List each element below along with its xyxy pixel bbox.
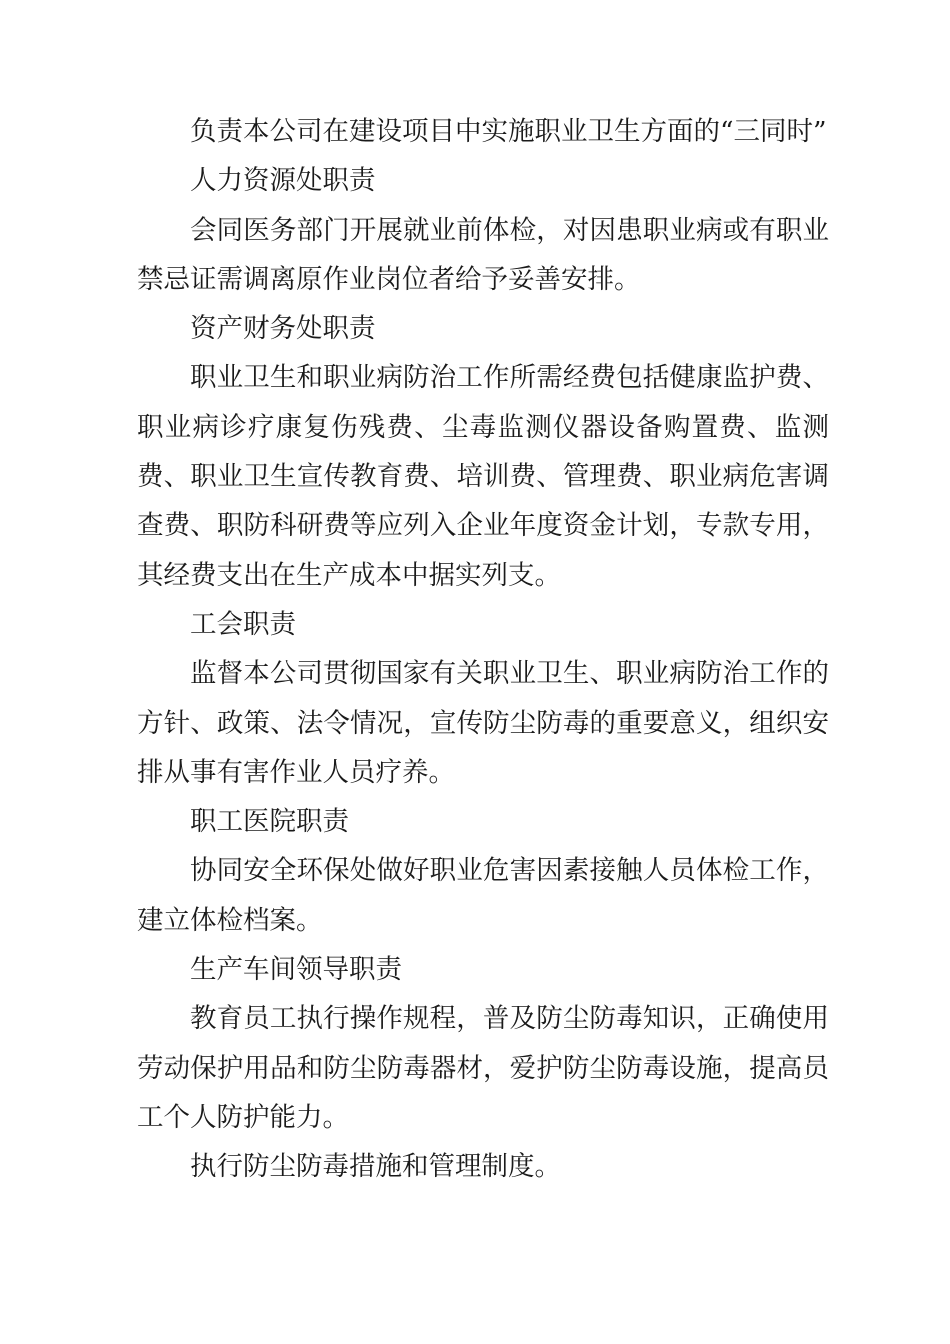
heading-finance-duties: 资产财务处职责 <box>190 313 376 345</box>
heading-union-duties: 工会职责 <box>190 608 296 640</box>
paragraph-execute-measures: 执行防尘防毒措施和管理制度。 <box>190 1151 561 1183</box>
paragraph-san-tong-shi: 负责本公司在建设项目中实施职业卫生方面的“三同时” <box>190 116 827 147</box>
paragraph-union-duties: 监督本公司贯彻国家有关职业卫生、职业病防治工作的方针、政策、法令情况，宣传防尘防毒的重要意义，组织安排从事有害作业人员疗养。 <box>137 658 829 788</box>
paragraph-hr-duties: 会同医务部门开展就业前体检，对因患职业病或有职业禁忌证需调离原作业岗位者给予妥善安排。 <box>137 214 829 295</box>
paragraph-hospital-duties: 协同安全环保处做好职业危害因素接触人员体检工作，建立体检档案。 <box>137 855 829 936</box>
heading-hospital-duties: 职工医院职责 <box>190 806 349 838</box>
paragraph-finance-duties: 职业卫生和职业病防治工作所需经费包括健康监护费、职业病诊疗康复伤残费、尘毒监测仪器设备购置费、监测费、职业卫生宣传教育费、培训费、管理费、职业病危害调查费、职防科研费等应列入企业年度资金计划，专款专用，其经费支出在生产成本中据实列支。 <box>137 362 829 591</box>
paragraph-workshop-leader-duties: 教育员工执行操作规程，普及防尘防毒知识，正确使用劳动保护用品和防尘防毒器材，爱护防尘防毒设施，提高员工个人防护能力。 <box>137 1003 829 1133</box>
heading-hr-duties: 人力资源处职责 <box>190 165 376 197</box>
heading-workshop-leader-duties: 生产车间领导职责 <box>190 954 402 986</box>
document-page <box>137 107 829 1192</box>
